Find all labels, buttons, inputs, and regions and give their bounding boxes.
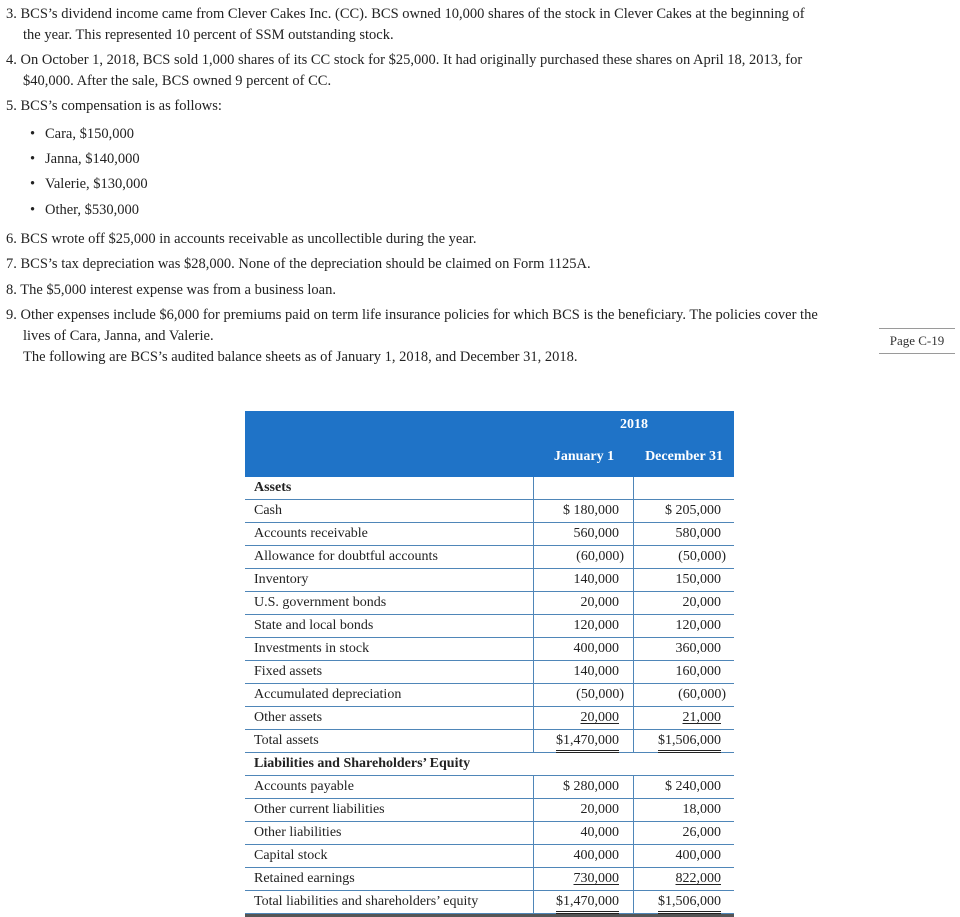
bullet-text: Valerie, $130,000 — [45, 176, 148, 192]
item-8: 8. The $5,000 interest expense was from a business loan. — [6, 282, 336, 298]
table-row — [245, 661, 734, 684]
value-january: 400,000 — [573, 641, 619, 656]
double-underlined-value: $1,506,000 — [658, 732, 721, 753]
value-december: 400,000 — [675, 848, 721, 863]
section-heading: Assets — [254, 480, 292, 495]
table-row — [245, 592, 734, 615]
row-label: Other assets — [254, 710, 323, 725]
bullet-text: Janna, $140,000 — [45, 151, 140, 167]
page-marker: Page C-19 — [879, 328, 955, 354]
table-row — [245, 615, 734, 638]
item-3-line-2: the year. This represented 10 percent of SSM outstanding stock. — [23, 27, 394, 43]
table-row — [245, 684, 734, 707]
total-liabilities-row — [245, 891, 734, 914]
table-row — [245, 845, 734, 868]
bullet-text: Other, $530,000 — [45, 202, 140, 218]
item-4-line-2: $40,000. After the sale, BCS owned 9 percent of CC. — [23, 73, 332, 89]
value-january: 140,000 — [573, 664, 619, 679]
value-december: 150,000 — [675, 572, 721, 587]
bullet-icon: • — [30, 151, 36, 167]
underlined-value: 21,000 — [682, 710, 721, 725]
row-label: Capital stock — [254, 848, 328, 863]
value-december: 120,000 — [675, 618, 721, 633]
row-label: Accounts receivable — [254, 526, 368, 541]
table-row — [245, 776, 734, 799]
value-december: (50,000) — [678, 549, 726, 564]
underlined-value: 20,000 — [580, 710, 619, 725]
row-label: Fixed assets — [254, 664, 323, 679]
table-row — [245, 638, 734, 661]
table-row — [245, 500, 734, 523]
value-january: 140,000 — [573, 572, 619, 587]
item-4-line-1: 4. On October 1, 2018, BCS sold 1,000 shares of its CC stock for $25,000. It had originally purchased these shares on April 18, 2013, for — [6, 52, 803, 68]
bullet-text: Cara, $150,000 — [45, 126, 134, 142]
balance-sheet-table — [245, 411, 734, 917]
bullet-icon: • — [30, 202, 36, 218]
value-january: $ 180,000 — [563, 503, 619, 518]
table-row — [245, 799, 734, 822]
value-january — [534, 868, 619, 890]
row-label: Total liabilities and shareholders’ equity — [254, 894, 479, 909]
row-label: Allowance for doubtful accounts — [254, 549, 438, 564]
double-underlined-value: $1,470,000 — [556, 732, 619, 753]
value-january: 40,000 — [580, 825, 619, 840]
item-9-line-2: lives of Cara, Janna, and Valerie. — [23, 328, 214, 344]
table-row — [245, 569, 734, 592]
compensation-bullet — [30, 125, 134, 143]
underlined-value: 730,000 — [573, 871, 619, 886]
row-label: Investments in stock — [254, 641, 370, 656]
column-header-december: December 31 — [645, 449, 723, 464]
row-label: Retained earnings — [254, 871, 355, 886]
underlined-value: 822,000 — [675, 871, 721, 886]
value-january — [534, 891, 619, 914]
compensation-bullet — [30, 201, 139, 219]
row-label: Other current liabilities — [254, 802, 385, 817]
value-december: 26,000 — [682, 825, 721, 840]
balance-sheet-intro: The following are BCS’s audited balance sheets as of January 1, 2018, and December 31, 2018. — [23, 349, 578, 365]
value-january — [534, 707, 619, 729]
value-december — [634, 868, 721, 890]
section-heading: Liabilities and Shareholders’ Equity — [254, 756, 471, 771]
value-january: $ 280,000 — [563, 779, 619, 794]
value-january: 120,000 — [573, 618, 619, 633]
row-label: Accumulated depreciation — [254, 687, 402, 702]
value-january: 400,000 — [573, 848, 619, 863]
table-row — [245, 868, 734, 891]
column-header-january: January 1 — [553, 449, 615, 464]
table-row — [245, 822, 734, 845]
value-december — [634, 707, 721, 729]
value-december: 160,000 — [675, 664, 721, 679]
compensation-bullet — [30, 150, 140, 168]
compensation-bullet — [30, 175, 148, 193]
value-january: 560,000 — [573, 526, 619, 541]
row-label: State and local bonds — [254, 618, 374, 633]
value-december: $ 240,000 — [665, 779, 721, 794]
table-row — [245, 707, 734, 730]
value-december — [634, 891, 721, 914]
value-december: 18,000 — [682, 802, 721, 817]
year-header: 2018 — [620, 417, 648, 432]
value-december: $ 205,000 — [665, 503, 721, 518]
column-divider — [633, 477, 634, 500]
item-5-line-1: 5. BCS’s compensation is as follows: — [6, 98, 222, 114]
table-row — [245, 523, 734, 546]
item-7: 7. BCS’s tax depreciation was $28,000. None of the depreciation should be claimed on Form 1125A. — [6, 256, 591, 272]
row-label: Total assets — [254, 733, 319, 748]
value-december: 360,000 — [675, 641, 721, 656]
liabilities-heading-row — [245, 753, 734, 776]
total-assets-row — [245, 730, 734, 753]
value-january — [534, 730, 619, 753]
value-january: (50,000) — [576, 687, 624, 702]
item-9-line-1: 9. Other expenses include $6,000 for premiums paid on term life insurance policies for which BCS is the beneficiary. The policies cover the — [6, 307, 818, 323]
row-label: U.S. government bonds — [254, 595, 387, 610]
row-label: Other liabilities — [254, 825, 342, 840]
row-label: Accounts payable — [254, 779, 354, 794]
item-6: 6. BCS wrote off $25,000 in accounts receivable as uncollectible during the year. — [6, 231, 477, 247]
double-underlined-value: $1,506,000 — [658, 893, 721, 914]
bullet-icon: • — [30, 126, 36, 142]
table-header — [245, 411, 734, 477]
double-underlined-value: $1,470,000 — [556, 893, 619, 914]
value-december — [634, 730, 721, 753]
item-3-line-1: 3. BCS’s dividend income came from Clever Cakes Inc. (CC). BCS owned 10,000 shares of the stock in Clever Cakes at the beginning of — [6, 6, 805, 22]
value-january: 20,000 — [580, 595, 619, 610]
row-label: Cash — [254, 503, 282, 518]
row-label: Inventory — [254, 572, 309, 587]
value-january: 20,000 — [580, 802, 619, 817]
value-december: (60,000) — [678, 687, 726, 702]
value-december: 580,000 — [675, 526, 721, 541]
value-january: (60,000) — [576, 549, 624, 564]
table-row — [245, 546, 734, 569]
assets-heading-row — [245, 477, 734, 500]
value-december: 20,000 — [682, 595, 721, 610]
column-divider — [533, 477, 534, 500]
bullet-icon: • — [30, 176, 36, 192]
